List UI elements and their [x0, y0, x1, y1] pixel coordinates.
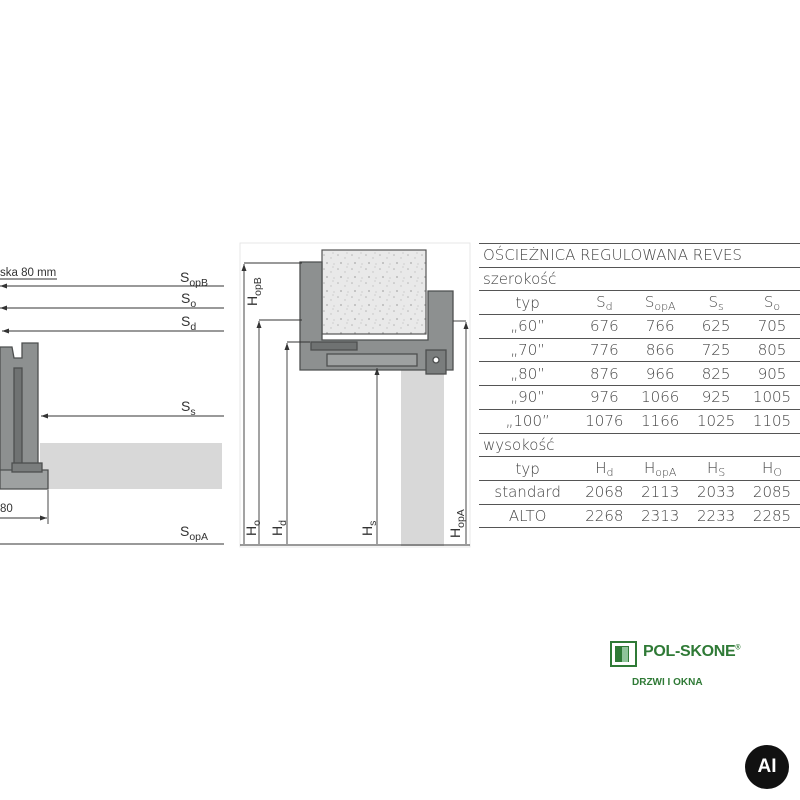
table-cell: „80”: [479, 362, 576, 386]
table-row: [479, 480, 800, 504]
table-row: [479, 338, 800, 362]
table-row: [479, 315, 800, 339]
logo-tagline: DRZWI I OKNA: [632, 677, 703, 688]
table-cell: 766: [632, 315, 688, 339]
height-header-row: [479, 457, 800, 481]
logo-name: POL-SKONE®: [643, 643, 741, 660]
sd-label: $S_d$: [181, 313, 197, 333]
width-section-view: [0, 267, 224, 544]
door-leaf-section: [322, 250, 426, 334]
table-cell: 725: [688, 338, 744, 362]
height-header-cell: $H_O$: [744, 457, 800, 481]
table-cell: 925: [688, 386, 744, 410]
ai-badge: AI: [745, 745, 789, 789]
table-title-row: [479, 244, 800, 268]
dimensions-table: [479, 243, 800, 528]
height-section-view: [240, 243, 470, 547]
width-section-label: szerokość: [479, 267, 800, 291]
ss-label: $S_s$: [181, 398, 196, 418]
table-cell: 1025: [688, 409, 744, 433]
table-cell: 905: [744, 362, 800, 386]
width-header-cell: $S_{opA}$: [632, 291, 688, 315]
table-cell: 825: [688, 362, 744, 386]
table-cell: 2285: [744, 504, 800, 528]
hopa-label: $H_{opA}$: [447, 509, 467, 538]
table-cell: „90”: [479, 386, 576, 410]
table-cell: 705: [744, 315, 800, 339]
height-header-cell: $H_S$: [688, 457, 744, 481]
height-section-row: [479, 433, 800, 457]
floor-wall-section: [401, 368, 444, 546]
table-cell: 1105: [744, 409, 800, 433]
table-cell: 776: [576, 338, 632, 362]
width-header-cell: $S_d$: [576, 291, 632, 315]
width-section-row: [479, 267, 800, 291]
table-cell: 2033: [688, 480, 744, 504]
hs-label: $H_s$: [359, 520, 379, 536]
table-cell: „100”: [479, 409, 576, 433]
height-header-cell: typ: [479, 457, 576, 481]
table-cell: 2233: [688, 504, 744, 528]
height-header-cell: $H_{opA}$: [632, 457, 688, 481]
width-header-row: [479, 291, 800, 315]
table-cell: „60”: [479, 315, 576, 339]
table-cell: 805: [744, 338, 800, 362]
table-cell: ALTO: [479, 504, 576, 528]
table-cell: 1166: [632, 409, 688, 433]
sopb-label: $S_{opB}$: [180, 269, 209, 289]
table-row: [479, 504, 800, 528]
hd-label: $H_d$: [269, 520, 289, 536]
door-icon: [610, 641, 637, 667]
table-cell: 2085: [744, 480, 800, 504]
wall-section: [40, 443, 222, 489]
table-row: [479, 362, 800, 386]
wall-note-label: ska 80 mm: [0, 267, 57, 279]
table-cell: 966: [632, 362, 688, 386]
table-title: OŚCIEŻNICA REGULOWANA REVES: [479, 244, 800, 268]
table-cell: 625: [688, 315, 744, 339]
height-section-label: wysokość: [479, 433, 800, 457]
table-cell: 2313: [632, 504, 688, 528]
so-label: $S_o$: [181, 290, 197, 310]
table-cell: 1076: [576, 409, 632, 433]
sopa-label: $S_{opA}$: [180, 523, 209, 543]
dimensions-table-body: [479, 244, 800, 528]
table-cell: 676: [576, 315, 632, 339]
width-note-label: 80: [0, 503, 13, 515]
hopb-label: $H_{opB}$: [244, 277, 264, 306]
table-cell: 1005: [744, 386, 800, 410]
table-cell: standard: [479, 480, 576, 504]
table-row: [479, 409, 800, 433]
table-cell: 2268: [576, 504, 632, 528]
table-row: [479, 386, 800, 410]
table-cell: „70”: [479, 338, 576, 362]
table-cell: 2068: [576, 480, 632, 504]
width-header-cell: $S_s$: [688, 291, 744, 315]
table-cell: 2113: [632, 480, 688, 504]
table-cell: 976: [576, 386, 632, 410]
table-cell: 876: [576, 362, 632, 386]
frame-profile: [0, 343, 48, 489]
height-header-cell: $H_d$: [576, 457, 632, 481]
width-header-cell: typ: [479, 291, 576, 315]
table-cell: 1066: [632, 386, 688, 410]
ho-label: $H_o$: [243, 520, 263, 536]
table-cell: 866: [632, 338, 688, 362]
width-header-cell: $S_o$: [744, 291, 800, 315]
